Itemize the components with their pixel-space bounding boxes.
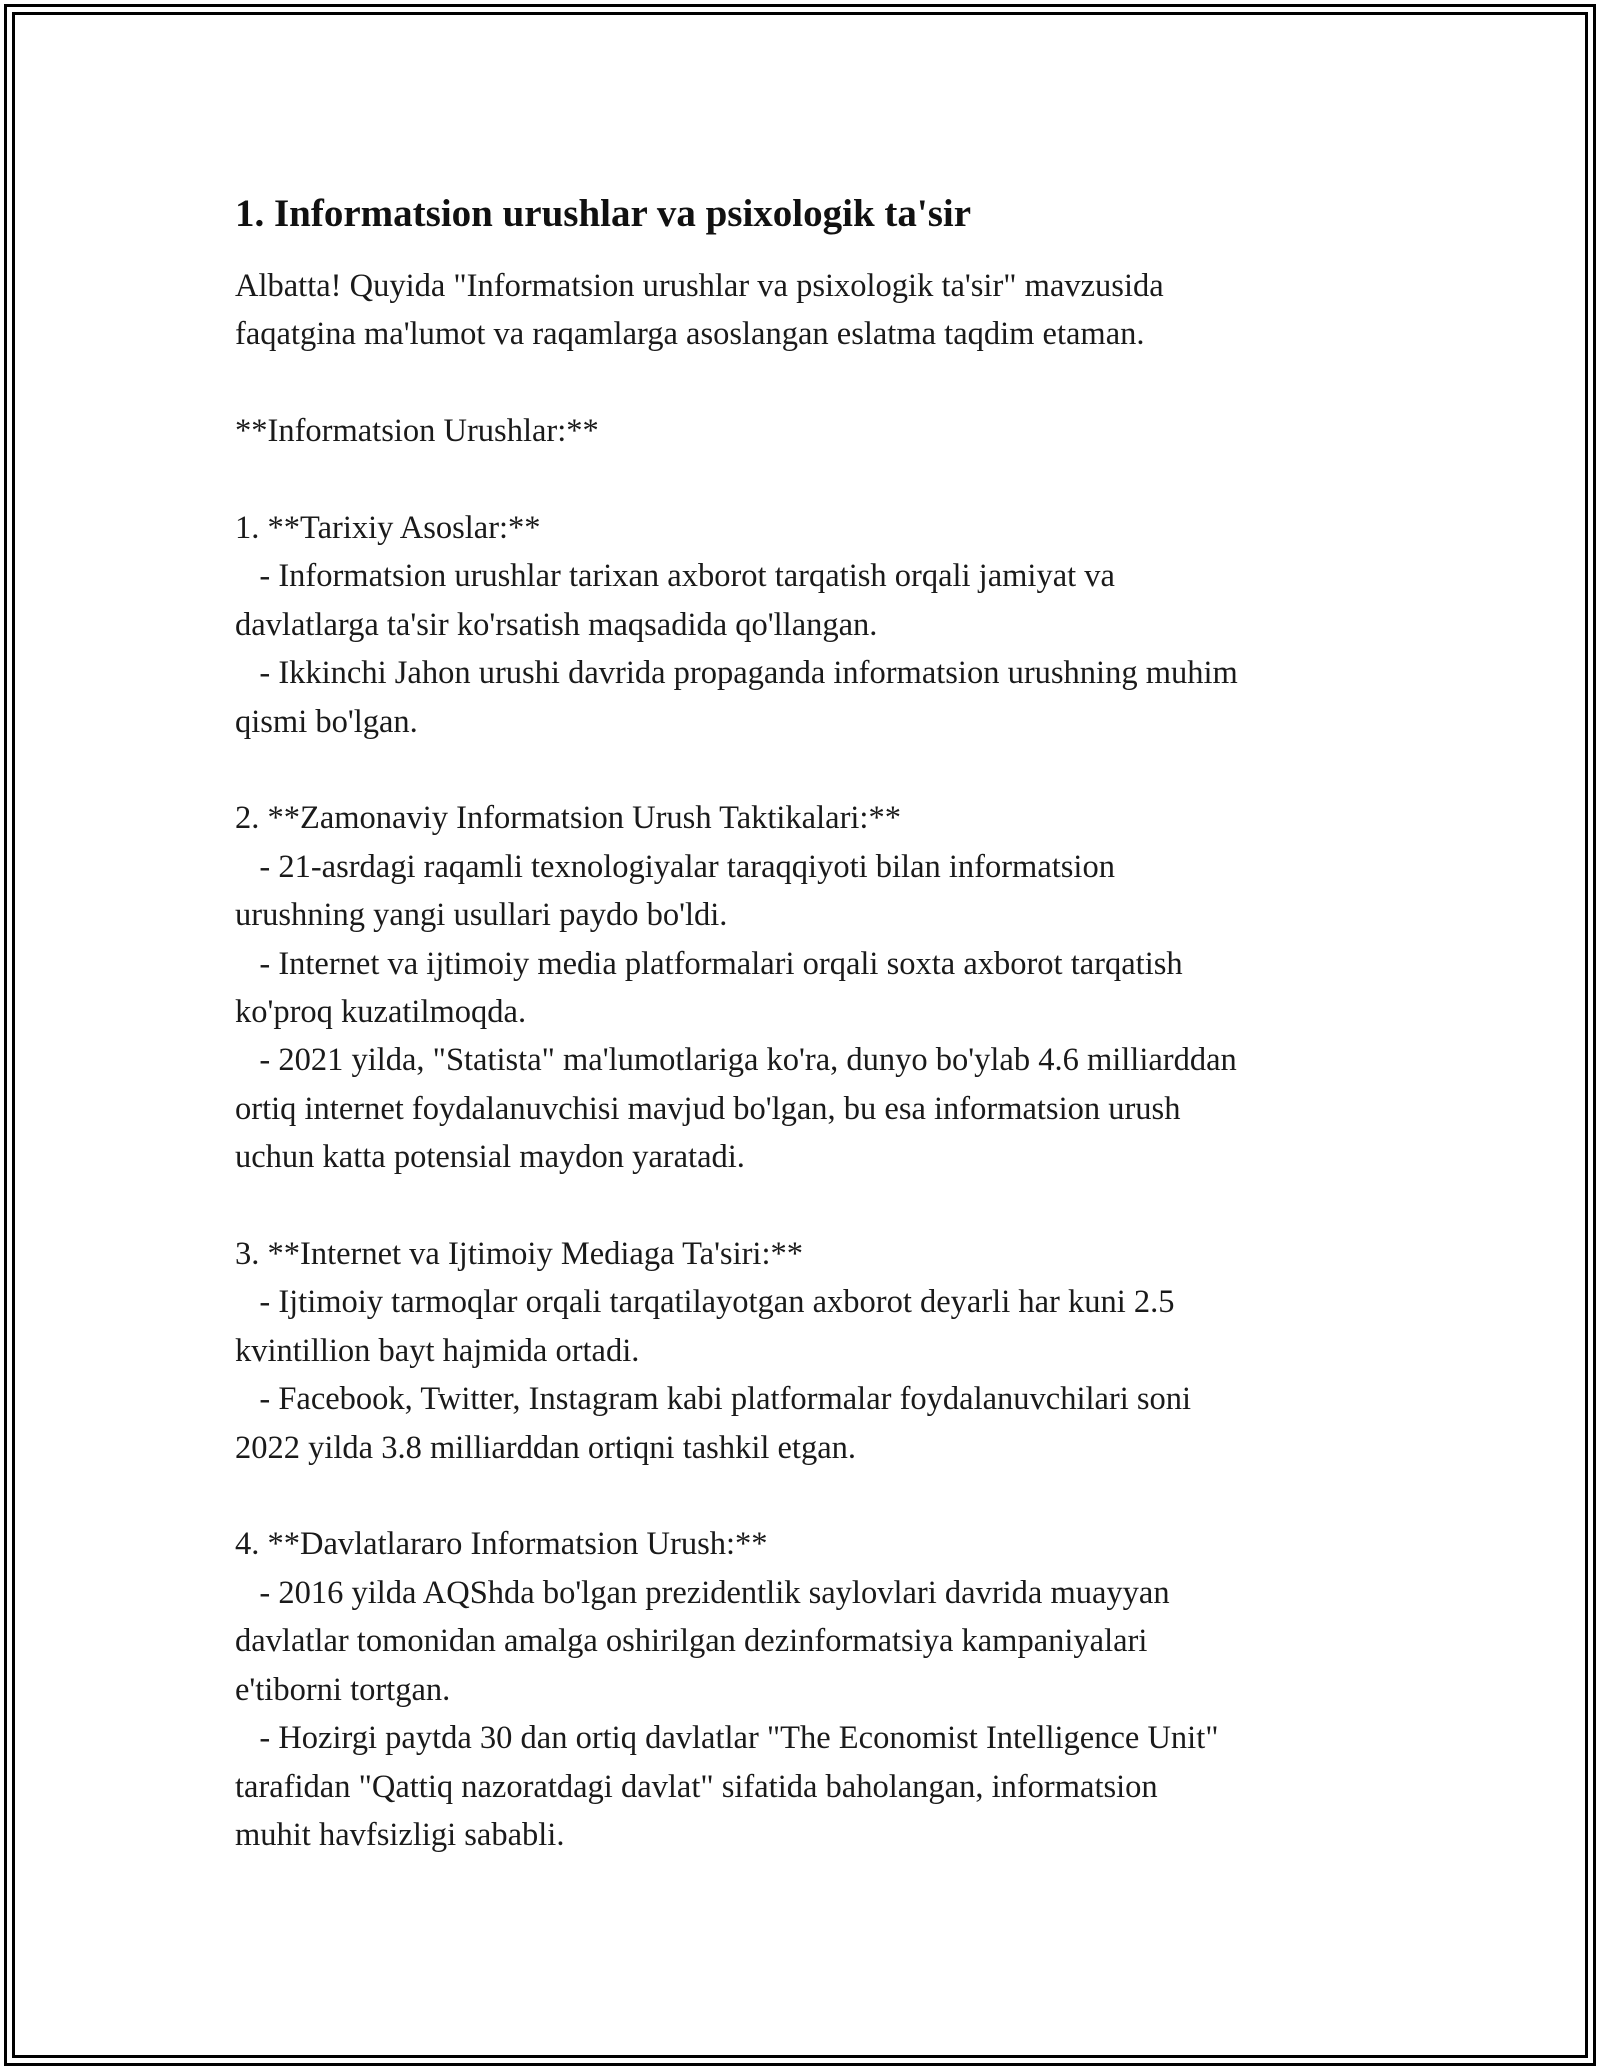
- text-line: - Informatsion urushlar tarixan axborot tarqatish orqali jamiyat va: [235, 558, 1115, 595]
- text-line: - 2016 yilda AQShda bo'lgan prezidentlik saylovlari davrida muayyan: [235, 1574, 1170, 1611]
- text-line: uchun katta potensial maydon yaratadi.: [235, 1139, 745, 1176]
- text-line: davlatlarga ta'sir ko'rsatish maqsadida qo'llangan.: [235, 606, 878, 643]
- document-body: [235, 190, 1405, 1859]
- text-line: davlatlar tomonidan amalga oshirilgan dezinformatsiya kampaniyalari: [235, 1623, 1148, 1660]
- blank-line: [235, 359, 1405, 407]
- blank-line: [235, 746, 1405, 794]
- text-line: Albatta! Quyida "Informatsion urushlar va psixologik ta'sir" mavzusida: [235, 268, 1164, 304]
- text-line: - Ijtimoiy tarmoqlar orqali tarqatilayotgan axborot deyarli har kuni 2.5: [235, 1284, 1175, 1321]
- blank-line: [235, 456, 1405, 504]
- text-line: - 21-asrdagi raqamli texnologiyalar taraqqiyoti bilan informatsion: [235, 848, 1115, 885]
- text-line: - Facebook, Twitter, Instagram kabi platformalar foydalanuvchilari soni: [235, 1381, 1192, 1418]
- document-title: 1. Informatsion urushlar va psixologik ta'sir: [235, 192, 972, 235]
- document-text: [235, 262, 1405, 1859]
- text-line: - Hozirgi paytda 30 dan ortiq davlatlar "The Economist Intelligence Unit": [235, 1720, 1219, 1757]
- list-heading: 3. **Internet va Ijtimoiy Mediaga Ta'siri:**: [235, 1236, 803, 1273]
- text-line: urushning yangi usullari paydo bo'ldi.: [235, 897, 728, 934]
- text-line: muhit havfsizligi sababli.: [235, 1816, 565, 1853]
- list-heading: 4. **Davlatlararo Informatsion Urush:**: [235, 1526, 768, 1563]
- blank-line: [235, 1182, 1405, 1230]
- text-line: - 2021 yilda, "Statista" ma'lumotlariga ko'ra, dunyo bo'ylab 4.6 milliarddan: [235, 1042, 1237, 1079]
- section-heading: **Informatsion Urushlar:**: [235, 413, 599, 450]
- list-heading: 1. **Tarixiy Asoslar:**: [235, 510, 541, 546]
- blank-line: [235, 1472, 1405, 1520]
- text-line: kvintillion bayt hajmida ortadi.: [235, 1332, 640, 1369]
- text-line: faqatgina ma'lumot va raqamlarga asoslangan eslatma taqdim etaman.: [235, 316, 1145, 353]
- text-line: tarafidan "Qattiq nazoratdagi davlat" sifatida baholangan, informatsion: [235, 1768, 1158, 1805]
- text-line: e'tiborni tortgan.: [235, 1671, 451, 1708]
- text-line: ortiq internet foydalanuvchisi mavjud bo'lgan, bu esa informatsion urush: [235, 1090, 1181, 1127]
- text-line: - Ikkinchi Jahon urushi davrida propaganda informatsion urushning muhim: [235, 655, 1238, 692]
- text-line: 2022 yilda 3.8 milliarddan ortiqni tashkil etgan.: [235, 1429, 857, 1466]
- text-line: - Internet va ijtimoiy media platformalari orqali soxta axborot tarqatish: [235, 945, 1183, 982]
- list-heading: 2. **Zamonaviy Informatsion Urush Taktikalari:**: [235, 800, 901, 837]
- text-line: ko'proq kuzatilmoqda.: [235, 994, 527, 1031]
- text-line: qismi bo'lgan.: [235, 703, 418, 740]
